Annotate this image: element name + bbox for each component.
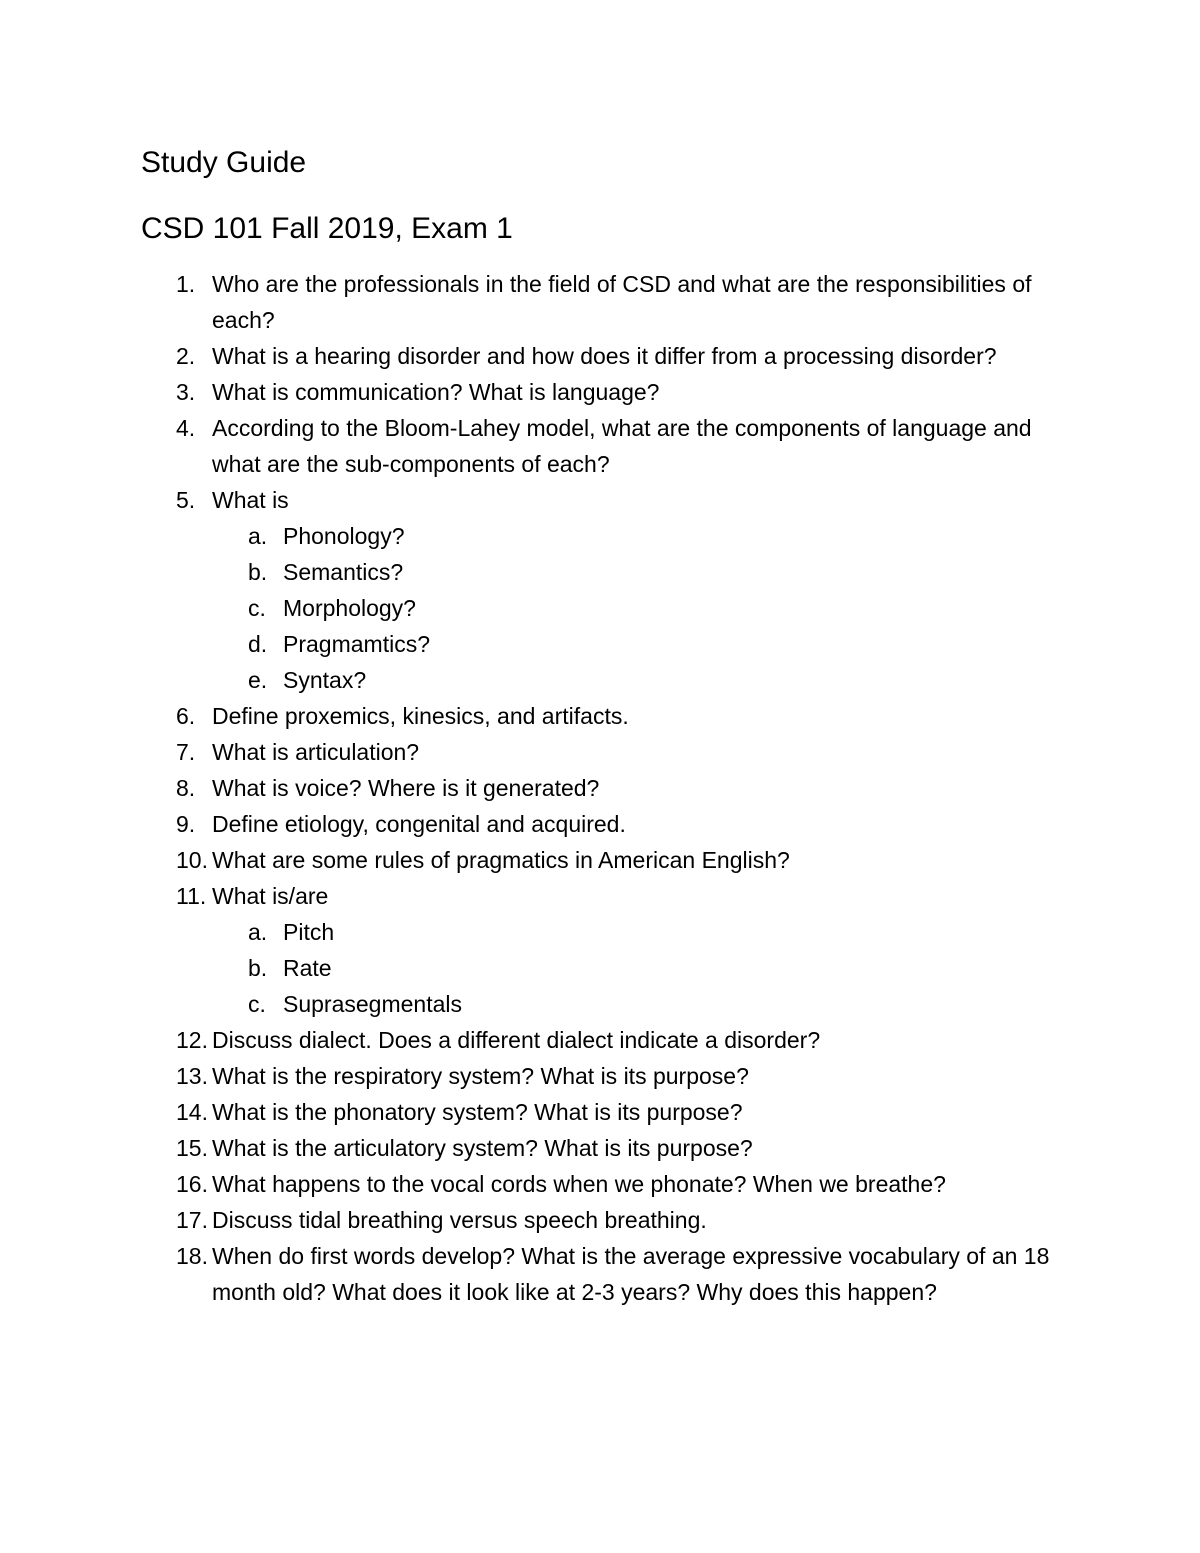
item-text: What is articulation?	[212, 739, 420, 765]
item-number: 1.	[176, 271, 196, 297]
sub-list-item	[0, 626, 1200, 662]
list-item	[0, 770, 1200, 806]
item-text: What is voice? Where is it generated?	[212, 775, 600, 801]
list-item	[0, 410, 1200, 482]
item-number: 12.	[176, 1027, 208, 1053]
item-number: 9.	[176, 811, 196, 837]
list-item	[0, 338, 1200, 374]
item-number: 8.	[176, 775, 196, 801]
item-number: 10.	[176, 847, 208, 873]
sub-item-text: Syntax?	[283, 667, 367, 693]
sub-list-item	[0, 662, 1200, 698]
sub-item-text: Pragmamtics?	[283, 631, 430, 657]
list-item	[0, 1202, 1200, 1238]
sub-list-item	[0, 554, 1200, 590]
sub-item-letter: d.	[248, 631, 268, 657]
sub-item-letter: b.	[248, 955, 268, 981]
list-item	[0, 734, 1200, 770]
sub-item-letter: a.	[248, 919, 268, 945]
sub-item-letter: c.	[248, 595, 266, 621]
list-item	[0, 1130, 1200, 1166]
list-item	[0, 374, 1200, 410]
item-text: Who are the professionals in the field of CSD and what are the responsibilities of each?	[212, 271, 1032, 333]
item-text: What happens to the vocal cords when we phonate? When we breathe?	[212, 1171, 946, 1197]
question-list	[0, 266, 1200, 1310]
item-text: Define proxemics, kinesics, and artifacts.	[212, 703, 629, 729]
list-item	[0, 482, 1200, 518]
item-number: 17.	[176, 1207, 208, 1233]
item-number: 14.	[176, 1099, 208, 1125]
item-number: 6.	[176, 703, 196, 729]
item-number: 13.	[176, 1063, 208, 1089]
list-item	[0, 1238, 1200, 1310]
list-item	[0, 1058, 1200, 1094]
list-item	[0, 1166, 1200, 1202]
sub-list-item	[0, 518, 1200, 554]
list-item	[0, 1022, 1200, 1058]
item-number: 18.	[176, 1243, 208, 1269]
sub-item-text: Suprasegmentals	[283, 991, 462, 1017]
item-number: 15.	[176, 1135, 208, 1161]
item-number: 3.	[176, 379, 196, 405]
item-text: What is/are	[212, 883, 329, 909]
sub-item-letter: b.	[248, 559, 268, 585]
list-item	[0, 1094, 1200, 1130]
item-text: What is the phonatory system? What is its purpose?	[212, 1099, 743, 1125]
item-number: 2.	[176, 343, 196, 369]
item-text: What is communication? What is language?	[212, 379, 660, 405]
sub-item-letter: a.	[248, 523, 268, 549]
item-text: Discuss dialect. Does a different dialect indicate a disorder?	[212, 1027, 821, 1053]
item-text: Define etiology, congenital and acquired.	[212, 811, 626, 837]
item-text: What is the respiratory system? What is its purpose?	[212, 1063, 749, 1089]
sub-item-letter: c.	[248, 991, 266, 1017]
sub-item-text: Rate	[283, 955, 332, 981]
sub-list-item	[0, 590, 1200, 626]
item-number: 5.	[176, 487, 196, 513]
item-text: What is the articulatory system? What is its purpose?	[212, 1135, 753, 1161]
page-subtitle: CSD 101 Fall 2019, Exam 1	[141, 212, 513, 245]
sub-list-item	[0, 914, 1200, 950]
sub-list-item	[0, 986, 1200, 1022]
list-item	[0, 806, 1200, 842]
item-number: 16.	[176, 1171, 208, 1197]
item-text: What is a hearing disorder and how does it differ from a processing disorder?	[212, 343, 997, 369]
sub-item-text: Phonology?	[283, 523, 405, 549]
list-item	[0, 698, 1200, 734]
item-text: What are some rules of pragmatics in American English?	[212, 847, 790, 873]
item-number: 11.	[176, 883, 207, 909]
item-text: Discuss tidal breathing versus speech breathing.	[212, 1207, 707, 1233]
page-title: Study Guide	[141, 146, 307, 179]
item-number: 7.	[176, 739, 196, 765]
item-text: When do first words develop? What is the average expressive vocabulary of an 18 month old? What does it look like at 2-3 years? Why does this happen?	[212, 1243, 1050, 1305]
item-number: 4.	[176, 415, 196, 441]
item-text: According to the Bloom-Lahey model, what are the components of language and what are the sub-components of each?	[212, 415, 1032, 477]
item-text: What is	[212, 487, 289, 513]
sub-item-text: Semantics?	[283, 559, 404, 585]
sub-list-item	[0, 950, 1200, 986]
list-item	[0, 842, 1200, 878]
list-item	[0, 878, 1200, 914]
sub-item-letter: e.	[248, 667, 268, 693]
sub-item-text: Morphology?	[283, 595, 416, 621]
list-item	[0, 266, 1200, 338]
sub-item-text: Pitch	[283, 919, 335, 945]
